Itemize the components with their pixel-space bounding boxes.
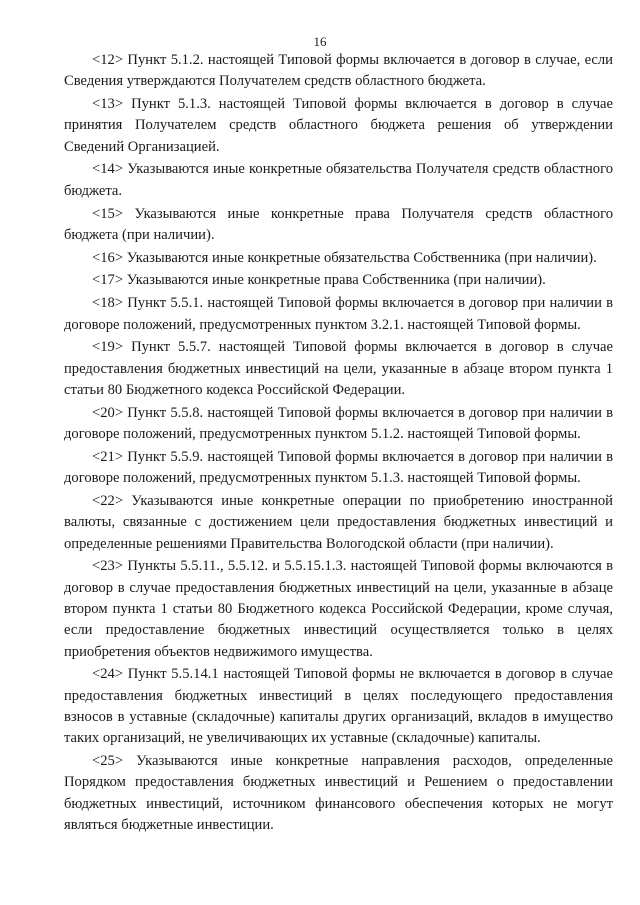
footnote-marker: <23> [92,558,124,575]
footnote-text: Пункт 5.5.14.1 настоящей Типовой формы не включается в договор в случае предоставления бюджетных инвестиций в целях последующего предоставления взносов в уставные (складочные) капиталы других организаций, вкладов в имущество таких организаций, не увеличивающих их уставные (складочные) капиталы. [64,666,613,747]
footnote-marker: <17> [92,272,124,289]
footnote-text: Пункт 5.5.8. настоящей Типовой формы включается в договор при наличии в договоре положений, предусмотренных пунктом 5.1.2. настоящей Типовой формы. [64,404,613,443]
footnote-marker: <19> [92,339,124,356]
footnote-marker: <18> [92,295,124,312]
footnote-marker: <25> [92,753,124,769]
footnote-item [64,337,613,401]
footnote-item [64,403,613,446]
footnote-text: Указываются иные конкретные операции по приобретению иностранной валюты, связанные с достижением цели предоставления бюджетных инвестиций и определенные решениями Правительства Вологодской области (при наличии). [64,492,613,552]
footnote-marker: <20> [92,404,124,421]
footnote-item [64,50,613,93]
page-number: 16 [313,34,327,49]
footnote-item [64,751,613,836]
footnote-marker: <24> [92,666,124,683]
footnote-text: Пункт 5.1.3. настоящей Типовой формы включается в договор в случае принятия Получателем средств областного бюджета решения об утверждении Сведений Организацией. [64,96,613,155]
footnote-text: Пункт 5.5.7. настоящей Типовой формы включается в договор в случае предоставления бюджетных инвестиций на цели, указанные в абзаце втором пункта 1 статьи 80 Бюджетного кодекса Российской Федерации. [64,339,613,398]
footnote-marker: <12> [92,52,124,68]
footnote-item [64,447,613,490]
footnote-item [64,204,613,247]
footnote-marker: <16> [92,249,124,266]
footnote-marker: <15> [92,205,124,222]
footnote-text: Указываются иные конкретные права Получателя средств областного бюджета (при наличии). [64,205,613,243]
footnote-text: Указываются иные конкретные права Собственника (при наличии). [126,272,546,289]
footnote-marker: <14> [92,161,124,178]
footnote-item [64,270,613,291]
footnote-text: Указываются иные конкретные обязательства Получателя средств областного бюджета. [64,161,613,199]
footnote-marker: <22> [92,492,124,509]
footnote-item [64,664,613,749]
footnote-text: Пункт 5.5.1. настоящей Типовой формы включается в договор при наличии в договоре положений, предусмотренных пунктом 3.2.1. настоящей Типовой формы. [64,295,613,333]
footnote-item [64,556,613,662]
footnote-text: Указываются иные конкретные обязательства Собственника (при наличии). [126,249,597,266]
footnote-marker: <21> [92,448,124,465]
footnote-item [64,491,613,555]
footnote-item [64,159,613,202]
footnote-text: Пункт 5.1.2. настоящей Типовой формы включается в договор в случае, если Сведения утверждаются Получателем средств областного бюджета. [64,52,613,90]
footnote-text: Пункт 5.5.9. настоящей Типовой формы включается в договор при наличии в договоре положений, предусмотренных пунктом 5.1.3. настоящей Типовой формы. [64,448,613,487]
footnote-marker: <13> [92,96,124,113]
footnote-text: Указываются иные конкретные направления расходов, определенные Порядком предоставления бюджетных инвестиций и Решением о предоставлении бюджетных инвестиций, источником финансового обеспечения которых не могут являться бюджетные инвестиции. [64,753,613,833]
footnote-text: Пункты 5.5.11., 5.5.12. и 5.5.15.1.3. настоящей Типовой формы включаются в договор в случае предоставления бюджетных инвестиций на цели, указанные в абзаце втором пункта 1 статьи 80 Бюджетного кодекса Российской Федерации, кроме случая, если предоставление бюджетных инвестиций осуществляется только в целях приобретения объектов недвижимого имущества. [64,558,613,660]
footnotes-list [64,50,613,838]
footnote-item [64,94,613,158]
footnote-item [64,293,613,336]
footnote-item [64,248,613,269]
